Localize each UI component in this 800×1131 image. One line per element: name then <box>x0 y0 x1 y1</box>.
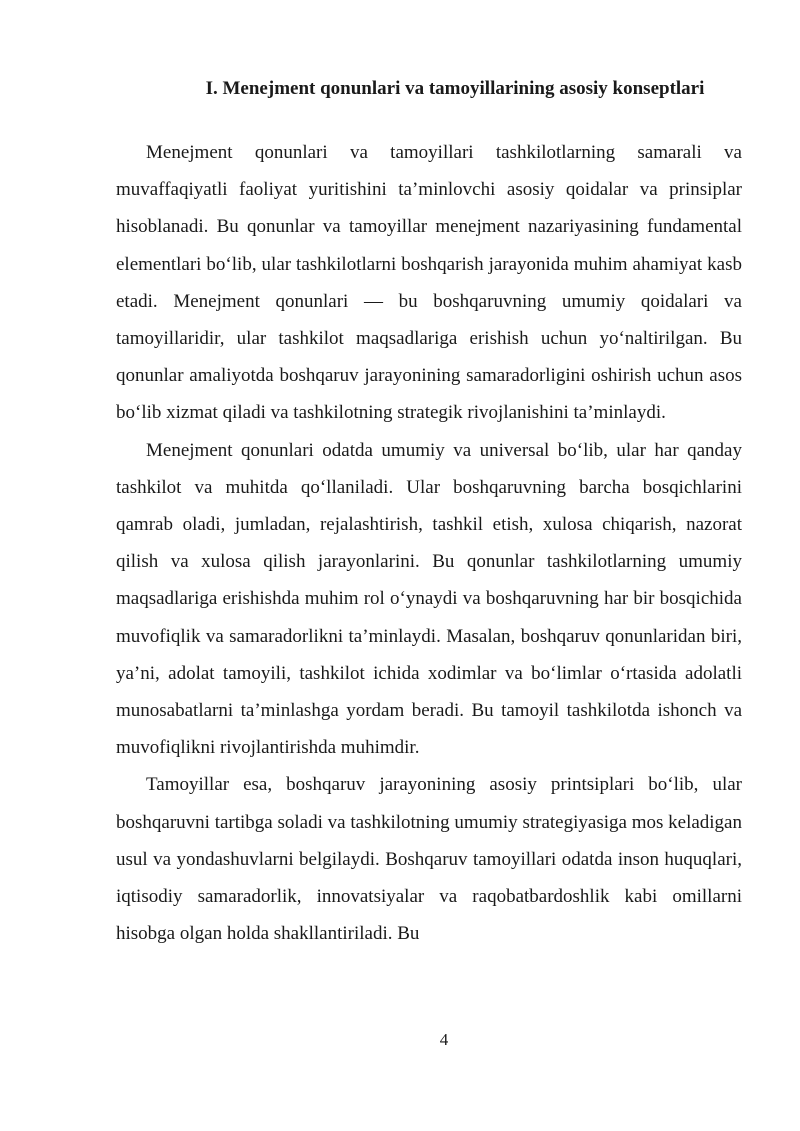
page-number: 4 <box>439 1030 449 1049</box>
paragraph-3: Tamoyillar esa, boshqaruv jarayonining asosiy printsiplari bo‘lib, ular boshqaruvni tartibga soladi va tashkilotning umumiy strategiyasiga mos keladigan usul va yondashuvlarni belgilaydi. Boshqaruv tamoyillari odatda inson huquqlari, iqtisodiy samaradorlik, innovatsiyalar va raqobatbardoshlik kabi omillarni hisobga olgan holda shakllantiriladi. Bu <box>116 774 742 945</box>
body-text <box>116 134 742 952</box>
paragraph-1: Menejment qonunlari va tamoyillari tashkilotlarning samarali va muvaffaqiyatli faoliyat yuritishini ta’minlovchi asosiy qoidalar va prinsiplar hisoblanadi. Bu qonunlar va tamoyillar menejment nazariyasining fundamental elementlari bo‘lib, ular tashkilotlarni boshqarish jarayonida muhim ahamiyat kasb etadi. Menejment qonunlari — bu boshqaruvning umumiy qoidalari va tamoyillaridir, ular tashkilot maqsadlariga erishish uchun yo‘naltirilgan. Bu qonunlar amaliyotda boshqaruv jarayonining samaradorligini oshirish uchun asos bo‘lib xizmat qiladi va tashkilotning strategik rivojlanishini ta’minlaydi. <box>116 142 742 424</box>
section-heading: I. Menejment qonunlari va tamoyillarining asosiy konseptlari <box>205 78 705 99</box>
paragraph-2: Menejment qonunlari odatda umumiy va universal bo‘lib, ular har qanday tashkilot va muhitda qo‘llaniladi. Ular boshqaruvning barcha bosqichlarini qamrab oladi, jumladan, rejalashtirish, tashkil etish, xulosa chiqarish, nazorat qilish va xulosa qilish jarayonlarini. Bu qonunlar tashkilotlarning umumiy maqsadlariga erishishda muhim rol o‘ynaydi va boshqaruvning har bir bosqichida muvofiqlik va samaradorlikni ta’minlaydi. Masalan, boshqaruv qonunlaridan biri, ya’ni, adolat tamoyili, tashkilot ichida xodimlar va bo‘limlar o‘rtasida adolatli munosabatlarni ta’minlashga yordam beradi. Bu tamoyil tashkilotda ishonch va muvofiqlikni rivojlantirishda muhimdir. <box>116 439 742 759</box>
